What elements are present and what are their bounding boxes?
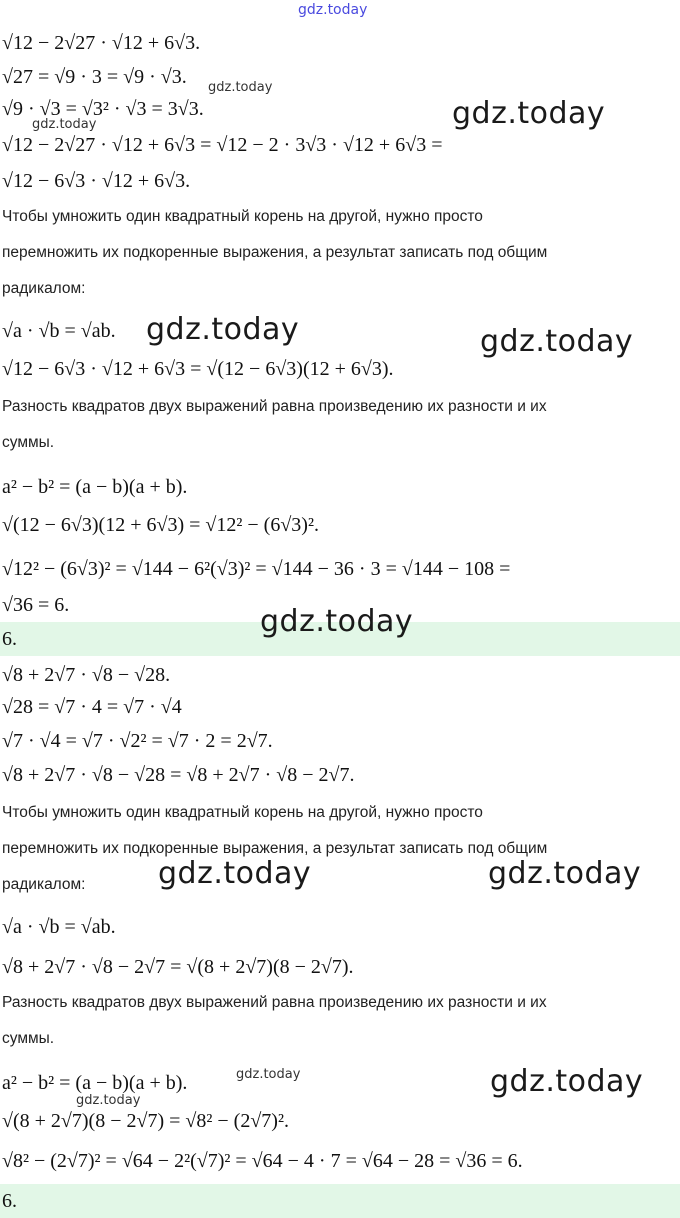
watermark: gdz.today	[260, 604, 414, 639]
s1-expression: √12 − 2√27 · √12 + 6√3.	[2, 32, 201, 54]
s2-diff-formula: a² − b² = (a − b)(a + b).	[2, 1072, 188, 1094]
s2-rule-formula: √a · √b = √ab.	[2, 916, 116, 938]
s2-rule-text-2: перемножить их подкоренные выражения, а результат записать под общим	[2, 840, 548, 857]
s1-step-diff: √(12 − 6√3)(12 + 6√3) = √12² − (6√3)².	[2, 514, 319, 536]
s1-diff-text-2: суммы.	[2, 434, 55, 451]
s1-rule-text-1: Чтобы умножить один квадратный корень на другой, нужно просто	[2, 208, 483, 225]
s1-step-final: √12² − (6√3)² = √144 − 6²(√3)² = √144 − 36 · 3 = √144 − 108 =	[2, 558, 511, 580]
s1-step-result: √36 = 6.	[2, 594, 70, 616]
s2-simplify-7x4: √7 · √4 = √7 · √2² = √7 · 2 = 2√7.	[2, 730, 273, 752]
s2-step-final: √8² − (2√7)² = √64 − 2²(√7)² = √64 − 4 · 7 = √64 − 28 = √36 = 6.	[2, 1150, 523, 1172]
s1-answer: 6.	[2, 628, 17, 650]
watermark: gdz.today	[488, 856, 642, 891]
watermark: gdz.today	[32, 117, 97, 132]
s1-rule-text-3: радикалом:	[2, 280, 86, 297]
s1-simplify-27: √27 = √9 · 3 = √9 · √3.	[2, 66, 187, 88]
s2-rule-text-1: Чтобы умножить один квадратный корень на другой, нужно просто	[2, 804, 483, 821]
watermark: gdz.today	[236, 1067, 301, 1082]
watermark: gdz.today	[158, 856, 312, 891]
s2-substitute: √8 + 2√7 · √8 − √28 = √8 + 2√7 · √8 − 2√7.	[2, 764, 355, 786]
watermark: gdz.today	[76, 1093, 141, 1108]
s1-diff-formula: a² − b² = (a − b)(a + b).	[2, 476, 188, 498]
watermark: gdz.today	[480, 324, 634, 359]
s1-rule-formula: √a · √b = √ab.	[2, 320, 116, 342]
s1-step-product: √12 − 6√3 · √12 + 6√3 = √(12 − 6√3)(12 + 6√3).	[2, 358, 394, 380]
s1-rule-text-2: перемножить их подкоренные выражения, а результат записать под общим	[2, 244, 548, 261]
s2-answer-band	[0, 1184, 680, 1218]
watermark: gdz.today	[490, 1064, 644, 1099]
watermark: gdz.today	[208, 80, 273, 95]
s2-diff-text-1: Разность квадратов двух выражений равна произведению их разности и их	[2, 994, 547, 1011]
s2-answer: 6.	[2, 1190, 17, 1212]
s2-step-product: √8 + 2√7 · √8 − 2√7 = √(8 + 2√7)(8 − 2√7).	[2, 956, 354, 978]
watermark-top: gdz.today	[298, 2, 368, 18]
s1-simplify-9x3: √9 · √3 = √3² · √3 = 3√3.	[2, 98, 204, 120]
s1-diff-text-1: Разность квадратов двух выражений равна произведению их разности и их	[2, 398, 547, 415]
watermark: gdz.today	[146, 312, 300, 347]
s2-diff-text-2: суммы.	[2, 1030, 55, 1047]
s2-rule-text-3: радикалом:	[2, 876, 86, 893]
s2-expression: √8 + 2√7 · √8 − √28.	[2, 664, 171, 686]
s1-substitute-result: √12 − 6√3 · √12 + 6√3.	[2, 170, 191, 192]
s2-simplify-28: √28 = √7 · 4 = √7 · √4	[2, 696, 182, 718]
watermark: gdz.today	[452, 96, 606, 131]
s2-step-diff: √(8 + 2√7)(8 − 2√7) = √8² − (2√7)².	[2, 1110, 289, 1132]
s1-substitute: √12 − 2√27 · √12 + 6√3 = √12 − 2 · 3√3 · √12 + 6√3 =	[2, 134, 443, 156]
